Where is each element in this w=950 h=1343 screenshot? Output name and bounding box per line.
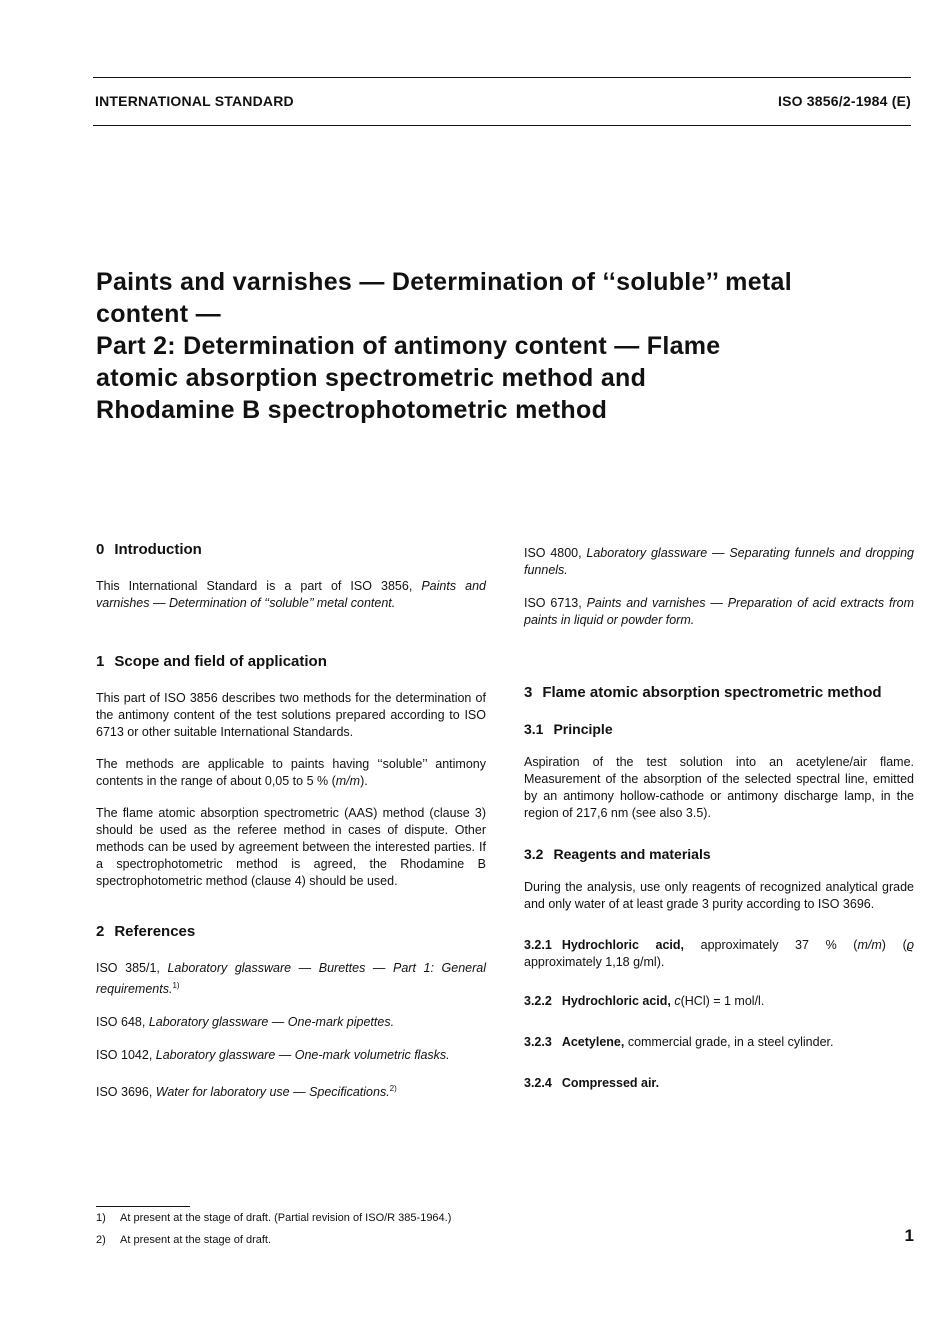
header-rule <box>93 125 911 126</box>
page-number: 1 <box>904 1226 914 1245</box>
reference-item: ISO 648, Laboratory glassware — One-mark pipettes. <box>96 1015 395 1030</box>
scope-paragraph: The methods are applicable to paints having ‘‘soluble’’ antimony contents in the range of about 0,05 to 5 % (m/m). <box>96 757 486 788</box>
scope-paragraph: The flame atomic absorption spectrometric (AAS) method (clause 3) should be used as the referee method in cases of dispute. Other methods can be used by agreement between the interested parties. If a spectrophotometric method is agreed, the Rhodamine B spectrophotometric method (clause 4) should be used. <box>96 806 486 888</box>
reference-item: ISO 4800, Laboratory glassware — Separating funnels and dropping funnels. <box>524 546 914 577</box>
title-line: Paints and varnishes — Determination of ‘‘soluble’’ metal <box>96 268 792 296</box>
reference-item: ISO 1042, Laboratory glassware — One-mark volumetric flasks. <box>96 1048 450 1063</box>
reagent-item: 3.2.3 Acetylene, commercial grade, in a steel cylinder. <box>524 1035 834 1049</box>
top-rule <box>93 77 911 78</box>
reference-list-continued <box>524 545 914 629</box>
title-line: content — <box>96 300 221 328</box>
header-document-number: ISO 3856/2-1984 (E) <box>778 93 911 109</box>
footnote: 1) At present at the stage of draft. (Partial revision of ISO/R 385-1964.) <box>96 1212 452 1224</box>
scope-paragraph: This part of ISO 3856 describes two methods for the determination of the antimony content of the test solutions prepared according to ISO 6713 or other suitable International Standards. <box>96 691 486 739</box>
reference-item: ISO 6713, Paints and varnishes — Preparation of acid extracts from paints in liquid or powder form. <box>524 596 915 627</box>
header-standard-label: INTERNATIONAL STANDARD <box>95 93 294 109</box>
title-line: atomic absorption spectrometric method and <box>96 364 647 392</box>
title-line: Rhodamine B spectrophotometric method <box>96 396 608 424</box>
reagent-item: 3.2.1 Hydrochloric acid, approximately 37 % (m/m) (ϱ approximately 1,18 g/ml). <box>524 938 914 969</box>
subsection-heading-reagents: 3.2 Reagents and materials <box>524 846 711 862</box>
reference-item: ISO 385/1, Laboratory glassware — Burettes — Part 1: General requirements.$^{1)}$ <box>96 961 486 997</box>
left-column <box>96 540 486 1117</box>
section-heading-introduction: 0 Introduction <box>96 541 202 558</box>
reagent-item: 3.2.4 Compressed air. <box>524 1076 660 1090</box>
footnote-rule <box>96 1206 190 1207</box>
title-line: Part 2: Determination of antimony content — Flame <box>96 332 721 360</box>
reagents-text: During the analysis, use only reagents of recognized analytical grade and only water of at least grade 3 purity according to ISO 3696. <box>524 880 914 911</box>
reagent-item: 3.2.2 Hydrochloric acid, c(HCl) = 1 mol/l. <box>524 994 765 1008</box>
principle-text: Aspiration of the test solution into an acetylene/air flame. Measurement of the absorption of the selected spectral line, emitted by an antimony hollow-cathode or antimony discharge lamp, in the region of 217,6 nm (see also 3.5). <box>524 755 914 820</box>
introduction-text: This International Standard is a part of ISO 3856, Paints and varnishes — Determination of ‘‘soluble’’ metal content. <box>96 579 486 610</box>
subsection-heading-principle: 3.1 Principle <box>524 721 613 737</box>
footnote: 2) At present at the stage of draft. <box>96 1234 272 1246</box>
reference-list <box>96 960 486 1101</box>
section-heading-flame-aas: 3 Flame atomic absorption spectrometric method <box>524 684 882 701</box>
right-column <box>524 545 914 1107</box>
document-title <box>96 266 911 426</box>
section-heading-scope: 1 Scope and field of application <box>96 653 327 670</box>
section-heading-references: 2 References <box>96 923 196 940</box>
reference-item: ISO 3696, Water for laboratory use — Specifications.$^{2)}$ <box>96 1084 397 1100</box>
